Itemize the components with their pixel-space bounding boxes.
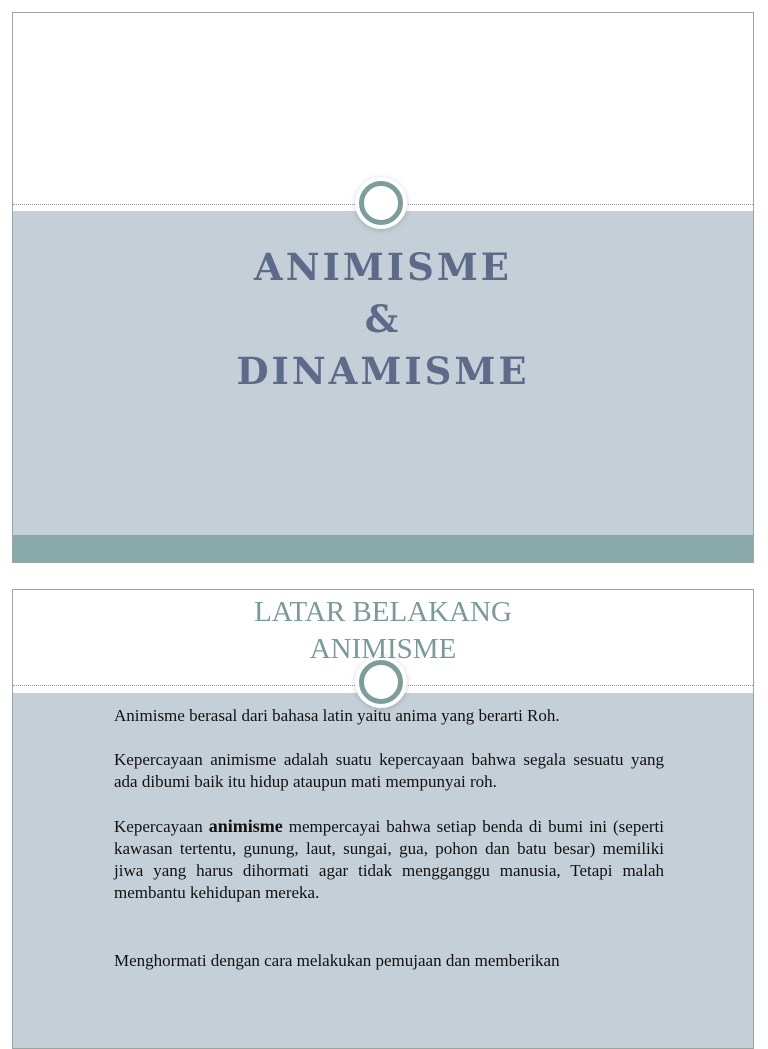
paragraph-1: Animisme berasal dari bahasa latin yaitu anima yang berarti Roh. (114, 706, 560, 725)
title-line-1: LATAR BELAKANG (254, 596, 512, 628)
title-line-3: DINAMISME (236, 349, 530, 393)
slide-title-animisme-dinamisme (12, 12, 754, 563)
paragraph-2: Kepercayaan animisme adalah suatu kepercayaan bahwa segala sesuatu yang ada dibumi baik itu hidup ataupun mati mempunyai roh. (114, 750, 664, 791)
title-line-2: & (364, 297, 402, 341)
paragraph-3 (114, 815, 664, 904)
paragraph-3-prefix: Kepercayaan (114, 817, 209, 836)
title-line-2: ANIMISME (309, 633, 457, 665)
circle-ornament-icon (359, 181, 403, 225)
accent-bar (13, 535, 753, 562)
slide-latar-belakang (12, 589, 754, 1049)
slide-body (114, 705, 664, 994)
slide-title (13, 241, 753, 397)
title-line-1: ANIMISME (254, 245, 512, 289)
slide-title (13, 594, 753, 668)
paragraph-3-rest: mempercayai bahwa setiap benda di bumi ini (seperti kawasan tertentu, gunung, laut, sungai, gua, pohon dan batu besar) memiliki jiwa yang harus dihormati agar tidak mengganggu manusia, Tetapi malah membantu kehidupan mereka. (114, 817, 664, 902)
paragraph-3-bold: animisme (208, 816, 283, 836)
paragraph-4: Menghormati dengan cara melakukan pemujaan dan memberikan (114, 951, 560, 970)
